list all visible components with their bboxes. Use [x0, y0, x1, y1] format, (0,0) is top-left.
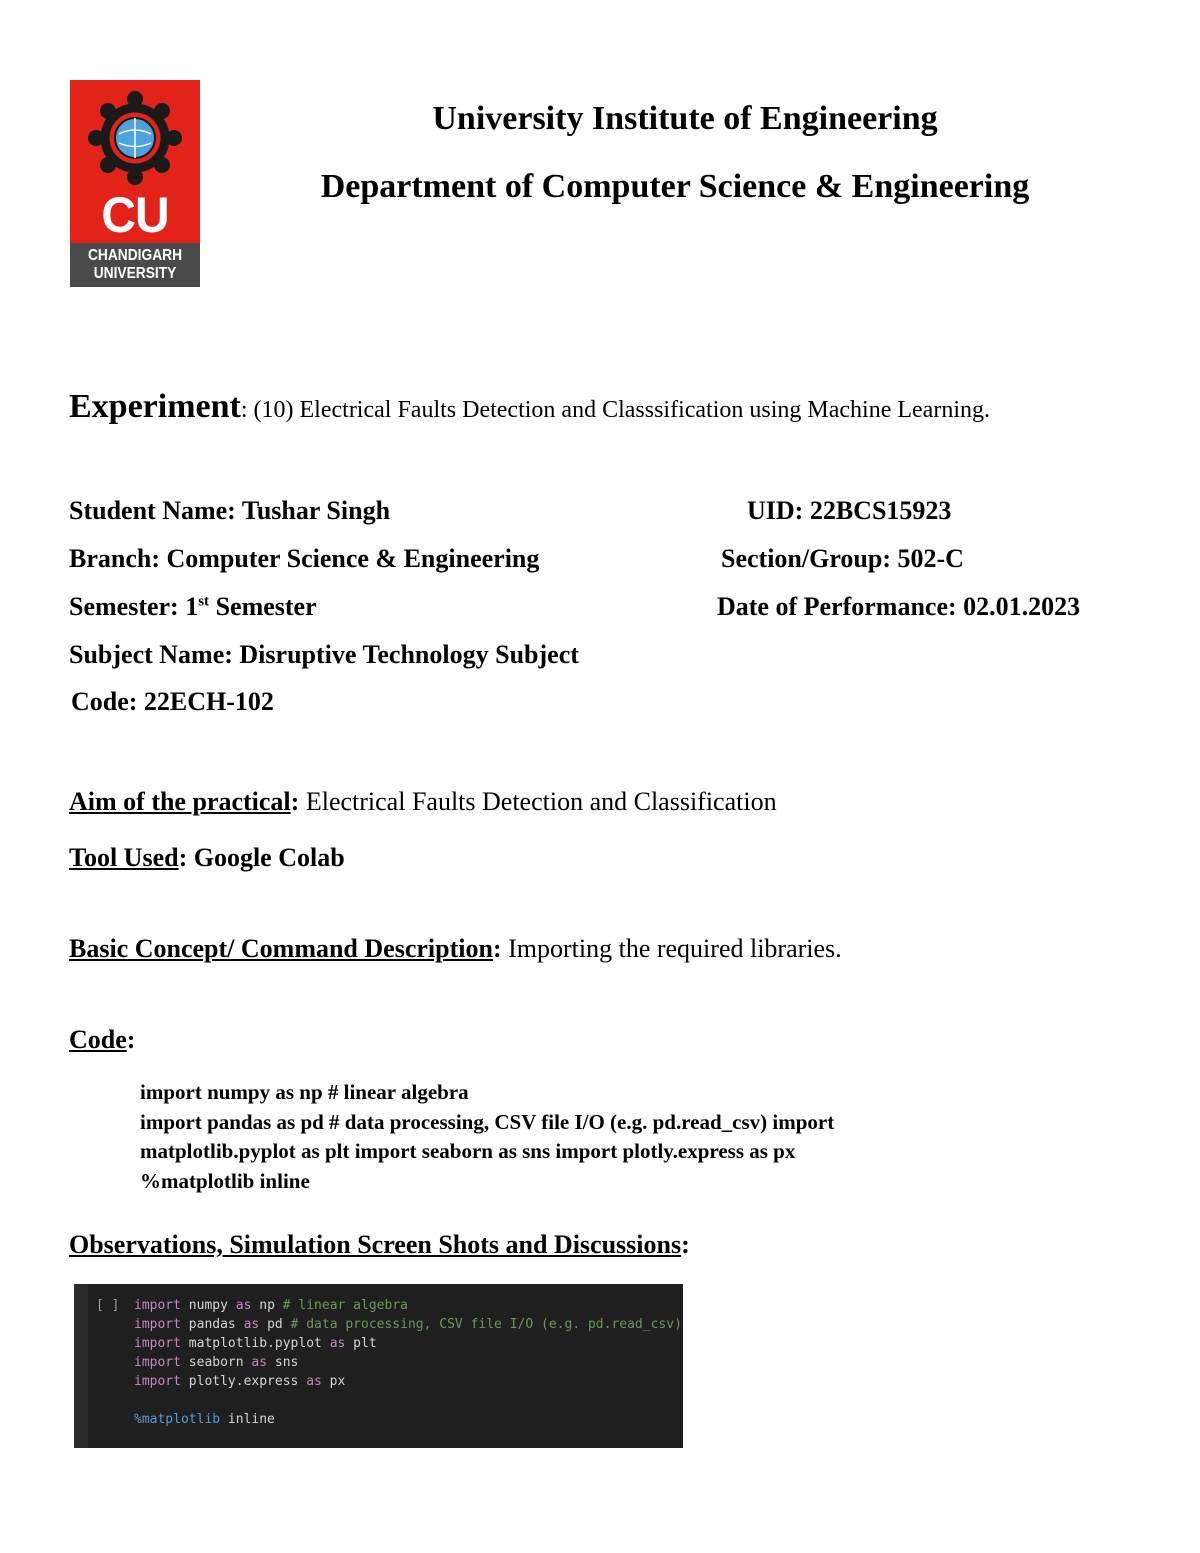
logo-name-band: [70, 243, 200, 287]
comment-token: # linear algebra: [282, 1298, 408, 1313]
magic-arg-token: inline: [220, 1412, 275, 1427]
cell-code-line: [134, 1334, 377, 1353]
aim-line: [69, 787, 777, 817]
code-block: [140, 1078, 834, 1196]
keyword-token: import: [134, 1355, 181, 1370]
concept-label: Basic Concept/ Command Description: [69, 934, 493, 963]
code-line: matplotlib.pyplot as plt import seaborn as sns import plotly.express as px: [140, 1139, 796, 1163]
module-token: plotly.express: [180, 1374, 307, 1389]
module-token: matplotlib.pyplot: [180, 1336, 330, 1351]
concept-value: Importing the required libraries.: [508, 934, 842, 963]
keyword-token: as: [306, 1374, 322, 1389]
keyword-token: import: [134, 1298, 181, 1313]
cell-code-line: [134, 1296, 408, 1315]
department-title: Department of Computer Science & Engineering: [320, 168, 1030, 205]
code-heading: [69, 1025, 135, 1055]
cell-code-line: [134, 1372, 345, 1391]
institute-title: University Institute of Engineering: [432, 100, 938, 137]
experiment-text: (10) Electrical Faults Detection and Classsification using Machine Learning.: [247, 397, 990, 423]
semester-prefix: Semester: 1: [69, 592, 199, 621]
student-section: Section/Group: 502-C: [721, 544, 964, 573]
alias-token: pd: [259, 1317, 291, 1332]
keyword-token: as: [235, 1298, 252, 1313]
observations-heading: [69, 1230, 690, 1260]
aim-value: Electrical Faults Detection and Classification: [305, 787, 777, 816]
student-branch: Branch: Computer Science & Engineering: [69, 544, 540, 573]
code-line: %matplotlib inline: [140, 1168, 310, 1193]
keyword-token: as: [243, 1317, 260, 1332]
magic-token: %matplotlib: [134, 1412, 221, 1427]
alias-token: px: [321, 1374, 346, 1389]
subject-code: Code: 22ECH-102: [71, 687, 274, 716]
cell-code-line: [134, 1410, 275, 1429]
globe-emblem-icon: [83, 86, 187, 190]
code-label: Code: [69, 1025, 127, 1054]
code-line: import pandas as pd # data processing, CSV file I/O (e.g. pd.read_csv) import: [140, 1109, 835, 1134]
comment-token: # data processing, CSV file I/O (e.g. pd.read_csv): [290, 1317, 682, 1332]
aim-sep: :: [290, 787, 306, 816]
semester-suffix: Semester: [209, 592, 317, 621]
cell-code-line: [134, 1315, 682, 1334]
concept-line: [69, 934, 842, 964]
keyword-token: import: [134, 1317, 181, 1332]
keyword-token: import: [134, 1336, 181, 1351]
keyword-token: as: [251, 1355, 268, 1370]
tool-label: Tool Used: [69, 843, 179, 872]
student-semester: [69, 592, 317, 622]
experiment-line: [69, 388, 990, 426]
tool-value: : Google Colab: [178, 843, 345, 872]
semester-sup: st: [198, 593, 210, 610]
cell-code-line: [134, 1353, 298, 1372]
experiment-sep: :: [240, 397, 248, 423]
logo-abbr: CU: [101, 187, 169, 244]
module-token: seaborn: [180, 1355, 252, 1370]
module-token: numpy: [180, 1298, 236, 1313]
student-uid: UID: 22BCS15923: [747, 496, 952, 525]
alias-token: plt: [345, 1336, 377, 1351]
module-token: pandas: [180, 1317, 244, 1332]
keyword-token: as: [329, 1336, 346, 1351]
code-line: import numpy as np # linear algebra: [140, 1080, 469, 1104]
code-sep: :: [126, 1025, 136, 1054]
logo-name-line2: UNIVERSITY: [93, 265, 177, 282]
student-name: Student Name: Tushar Singh: [69, 496, 391, 525]
performance-date: Date of Performance: 02.01.2023: [717, 592, 1081, 621]
colab-code-cell-screenshot: [74, 1284, 683, 1448]
alias-token: sns: [267, 1355, 299, 1370]
logo-name-line1: CHANDIGARH: [87, 247, 183, 264]
alias-token: np: [251, 1298, 283, 1313]
experiment-label: Experiment: [69, 388, 241, 425]
keyword-token: import: [134, 1374, 181, 1389]
concept-sep: :: [492, 934, 509, 963]
run-cell-marker: [ ]: [96, 1298, 120, 1313]
university-logo: [70, 80, 200, 287]
observations-label: Observations, Simulation Screen Shots and Discussions: [69, 1230, 682, 1259]
aim-label: Aim of the practical: [69, 787, 291, 816]
subject-name: Subject Name: Disruptive Technology Subject: [69, 640, 579, 669]
observations-sep: :: [681, 1230, 690, 1259]
tool-line: [69, 843, 345, 873]
